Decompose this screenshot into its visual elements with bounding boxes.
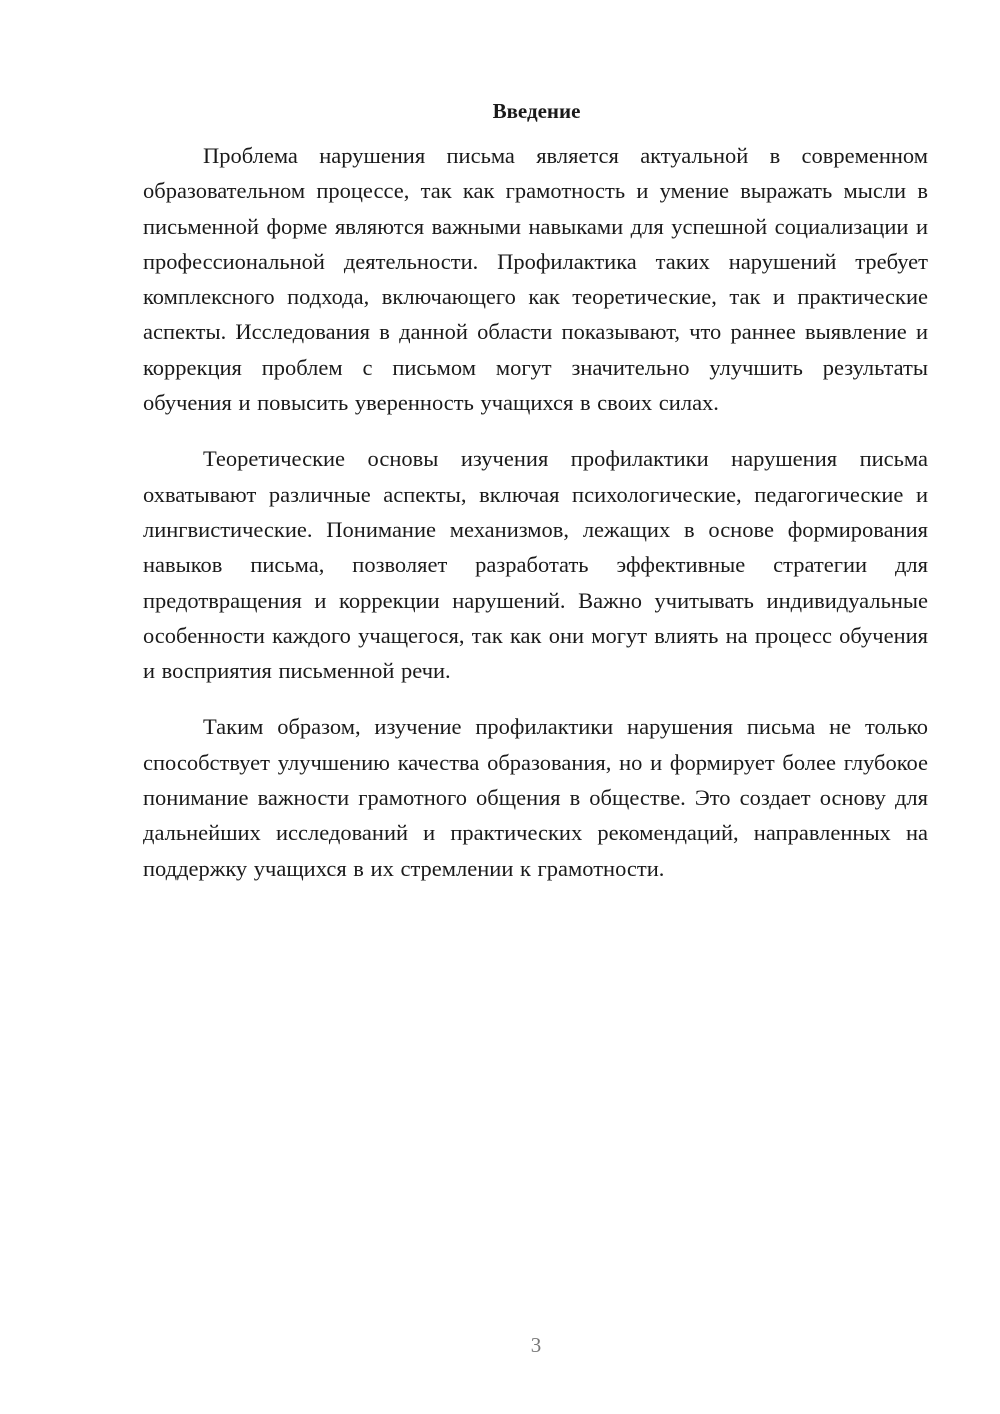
paragraph-2: Теоретические основы изучения профилактики нарушения письма охватывают различные аспекты, включая психологические, педагогические и лингвистические. Понимание механизмов, лежащих в основе формирования навыков письма, позволяет разработать эффективные стратегии для предотвращения и коррекции нарушений. Важно учитывать индивидуальные особенности каждого учащегося, так как они могут влиять на процесс обучения и восприятия письменной речи. (143, 446, 928, 684)
paragraph-1: Проблема нарушения письма является актуальной в современном образовательном процессе, так как грамотность и умение выражать мысли в письменной форме являются важными навыками для успешной социализации и профессиональной деятельности. Профилактика таких нарушений требует комплексного подхода, включающего как теоретические, так и практические аспекты. Исследования в данной области показывают, что раннее выявление и коррекция проблем с письмом могут значительно улучшить результаты обучения и повысить уверенность учащихся в своих силах. (143, 143, 928, 416)
page-content (143, 96, 928, 907)
paragraph-3: Таким образом, изучение профилактики нарушения письма не только способствует улучшению качества образования, но и формирует более глубокое понимание важности грамотного общения в обществе. Это создает основу для дальнейших исследований и практических рекомендаций, направленных на поддержку учащихся в их стремлении к грамотности. (143, 714, 928, 881)
section-title: Введение (492, 99, 581, 123)
page-number: 3 (530, 1333, 542, 1357)
